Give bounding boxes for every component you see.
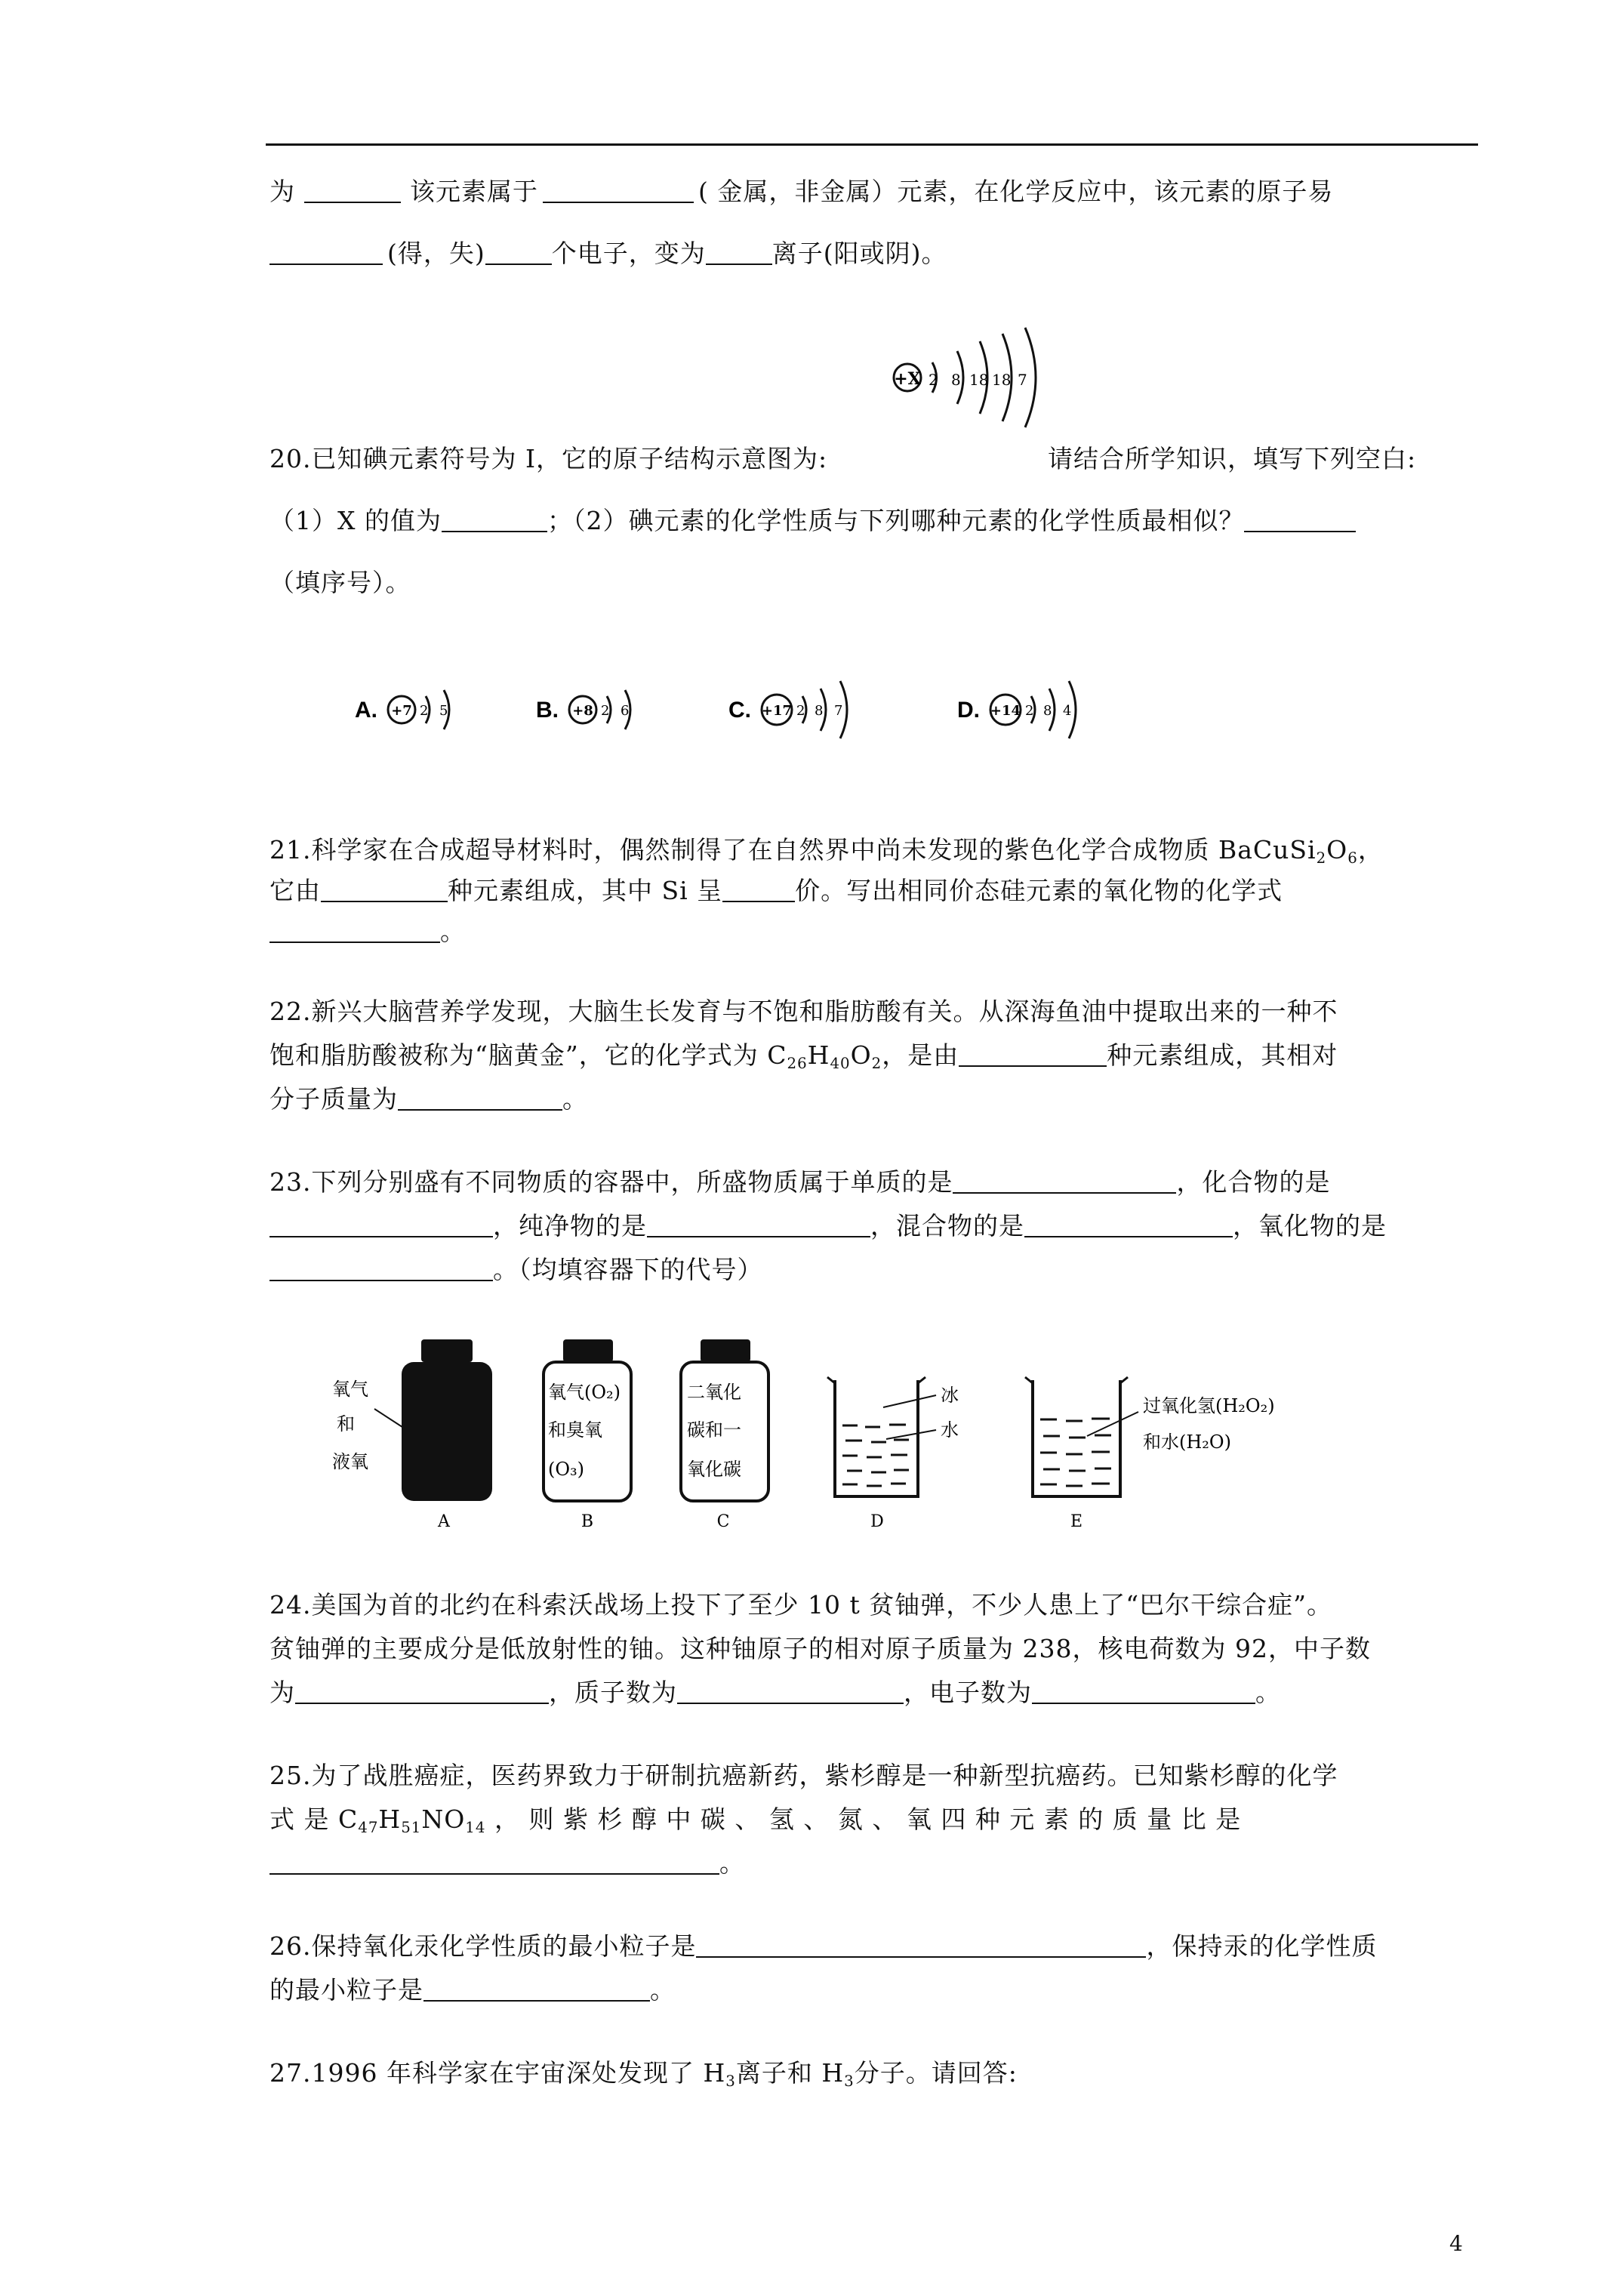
- shell-count: 18: [992, 371, 1012, 389]
- svg-text:过氧化氢(H₂O₂): 过氧化氢(H₂O₂): [1143, 1395, 1275, 1416]
- option-b-atom-diagram: [536, 680, 672, 743]
- svg-text:6: 6: [621, 703, 630, 719]
- svg-text:氧气: 氧气: [332, 1379, 368, 1400]
- q20-line3: （填序号）。: [269, 568, 411, 597]
- q22-line2: 饱和脂肪酸被称为“脑黄金”，它的化学式为 $C_{26}H_{40}O_2$，是由 种元素组成，其相对: [269, 1040, 1338, 1072]
- answer-blank[interactable]: [696, 1934, 1146, 1958]
- container-b: [544, 1339, 631, 1531]
- answer-blank[interactable]: [269, 1851, 719, 1875]
- container-e-beaker: [1025, 1377, 1275, 1531]
- svg-text:液氧: 液氧: [332, 1451, 368, 1472]
- shell-count: 2: [929, 371, 938, 389]
- q23-line1: 23.下列分别盛有不同物质的容器中，所盛物质属于单质的是 ，化合物的是: [269, 1167, 1331, 1197]
- page-number: 4: [1449, 2231, 1463, 2256]
- container-d-beaker: [827, 1377, 959, 1531]
- svg-text:2: 2: [601, 703, 610, 719]
- q26-line2: 的最小粒子是 。: [269, 1975, 676, 2005]
- svg-text:B: B: [581, 1512, 594, 1531]
- svg-text:碳和一: 碳和一: [687, 1419, 741, 1441]
- q22-line1: 22.新兴大脑营养学发现，大脑生长发育与不饱和脂肪酸有关。从深海鱼油中提取出来的一种不: [269, 997, 1338, 1026]
- svg-text:2: 2: [1025, 703, 1034, 719]
- option-c-atom-diagram: [728, 676, 879, 747]
- answer-blank[interactable]: [1244, 508, 1356, 532]
- q25-line3: 。: [269, 1844, 745, 1879]
- q27-line1: 27.1996 年科学家在宇宙深处发现了 $H_3$离子和 $H_3$分子。请回答:: [269, 2058, 1018, 2090]
- q21-line3: 。: [269, 912, 466, 948]
- shell-count: 18: [969, 371, 989, 389]
- answer-blank[interactable]: [959, 1043, 1107, 1067]
- svg-text:D.: D.: [957, 698, 980, 723]
- q26-line1: 26.保持氧化汞化学性质的最小粒子是 ，保持汞的化学性质: [269, 1931, 1378, 1961]
- q19-line2: (得，失) 个电子，变为 离子(阳或阴)。: [269, 234, 947, 270]
- answer-blank[interactable]: [423, 1977, 650, 2002]
- answer-blank[interactable]: [442, 508, 547, 532]
- svg-text:A.: A.: [355, 698, 377, 723]
- answer-blank[interactable]: [269, 241, 383, 265]
- q24-line2: 贫铀弹的主要成分是低放射性的铀。这种铀原子的相对原子质量为 238，核电荷数为 92，中子数: [269, 1634, 1371, 1663]
- q24-line1: 24.美国为首的北约在科索沃战场上投下了至少 10 t 贫铀弹，不少人患上了“巴尔干综合症”。: [269, 1590, 1332, 1620]
- answer-blank[interactable]: [543, 179, 694, 203]
- svg-text:8: 8: [1043, 703, 1052, 719]
- svg-text:E: E: [1070, 1512, 1083, 1531]
- q21-line2: 它由 种元素组成，其中 Si 呈 价。写出相同价态硅元素的氧化物的化学式: [269, 876, 1283, 905]
- q23-line3: 。（均填容器下的代号）: [269, 1250, 763, 1286]
- q20-line2: （1）X 的值为 ；（2）碘元素的化学性质与下列哪种元素的化学性质最相似？: [269, 501, 1356, 537]
- q21-line1: 21.科学家在合成超导材料时，偶然制得了在自然界中尚未发现的紫色化学合成物质 $BaCuSi_2O_6$，: [269, 835, 1384, 867]
- q24-line3: 为 ，质子数为 ，电子数为 。: [269, 1678, 1281, 1707]
- answer-blank[interactable]: [269, 1213, 493, 1237]
- svg-text:C: C: [716, 1512, 730, 1531]
- q19-line1: 为 该元素属于 ( 金属，非金属）元素，在化学反应中，该元素的原子易: [269, 177, 1334, 206]
- shell-count: 8: [951, 371, 961, 389]
- svg-text:2: 2: [420, 703, 429, 719]
- q25-line2: 式 是 $C_{47}H_{51}NO_{14}$ ， 则 紫 杉 醇 中 碳 、 氢 、 氮 、 氧 四 种 元 素 的 质 量 比 是: [269, 1804, 1242, 1836]
- containers-figure: [332, 1335, 1427, 1534]
- container-c: [681, 1339, 768, 1531]
- svg-text:8: 8: [815, 703, 824, 719]
- answer-blank[interactable]: [722, 878, 795, 902]
- svg-text:和臭氧: 和臭氧: [548, 1419, 602, 1441]
- q23-line2: ，纯净物的是 ，混合物的是 ，氧化物的是: [269, 1207, 1387, 1242]
- q22-line3: 分子质量为 。: [269, 1084, 588, 1114]
- answer-blank[interactable]: [1032, 1680, 1255, 1704]
- answer-blank[interactable]: [304, 179, 401, 203]
- svg-text:二氧化: 二氧化: [687, 1382, 741, 1403]
- svg-text:4: 4: [1063, 703, 1072, 719]
- svg-text:(O₃): (O₃): [548, 1459, 585, 1480]
- q25-line1: 25.为了战胜癌症，医药界致力于研制抗癌新药，紫杉醇是一种新型抗癌药。已知紫杉醇的化学: [269, 1761, 1338, 1790]
- answer-blank[interactable]: [677, 1680, 904, 1704]
- svg-text:2: 2: [796, 703, 805, 719]
- answer-blank[interactable]: [706, 241, 772, 265]
- answer-blank[interactable]: [953, 1170, 1176, 1194]
- q20-intro: 20.已知碘元素符号为 I，它的原子结构示意图为:: [269, 444, 828, 473]
- svg-text:C.: C.: [728, 698, 751, 723]
- svg-text:和: 和: [337, 1413, 355, 1435]
- svg-text:D: D: [870, 1512, 884, 1531]
- answer-blank[interactable]: [398, 1086, 562, 1111]
- container-a: [332, 1339, 492, 1531]
- svg-text:氧气(O₂): 氧气(O₂): [548, 1382, 621, 1403]
- svg-text:和水(H₂O): 和水(H₂O): [1143, 1432, 1231, 1453]
- q20-intro-tail: 请结合所学知识，填写下列空白:: [1048, 444, 1417, 473]
- svg-text:7: 7: [834, 703, 843, 719]
- svg-text:水: 水: [941, 1419, 959, 1441]
- option-d-atom-diagram: [957, 676, 1108, 747]
- answer-blank[interactable]: [269, 919, 440, 943]
- svg-text:+17: +17: [761, 703, 793, 719]
- svg-text:冰: 冰: [941, 1385, 959, 1406]
- nucleus-charge: +X: [894, 369, 921, 389]
- answer-blank[interactable]: [1024, 1213, 1233, 1237]
- svg-text:B.: B.: [536, 698, 559, 723]
- shell-count: 7: [1018, 371, 1027, 389]
- answer-blank[interactable]: [295, 1680, 549, 1704]
- svg-text:+8: +8: [572, 703, 593, 719]
- svg-text:氧化碳: 氧化碳: [687, 1459, 741, 1480]
- answer-blank[interactable]: [269, 1257, 493, 1281]
- iodine-atom-diagram: [891, 325, 1049, 433]
- answer-blank[interactable]: [485, 241, 552, 265]
- answer-blank[interactable]: [321, 878, 448, 902]
- answer-blank[interactable]: [647, 1213, 870, 1237]
- header-rule: [266, 143, 1478, 146]
- svg-text:+7: +7: [391, 703, 412, 719]
- svg-text:5: 5: [439, 703, 448, 719]
- svg-text:A: A: [438, 1512, 450, 1531]
- svg-text:+14: +14: [990, 703, 1021, 719]
- option-a-atom-diagram: [355, 680, 491, 743]
